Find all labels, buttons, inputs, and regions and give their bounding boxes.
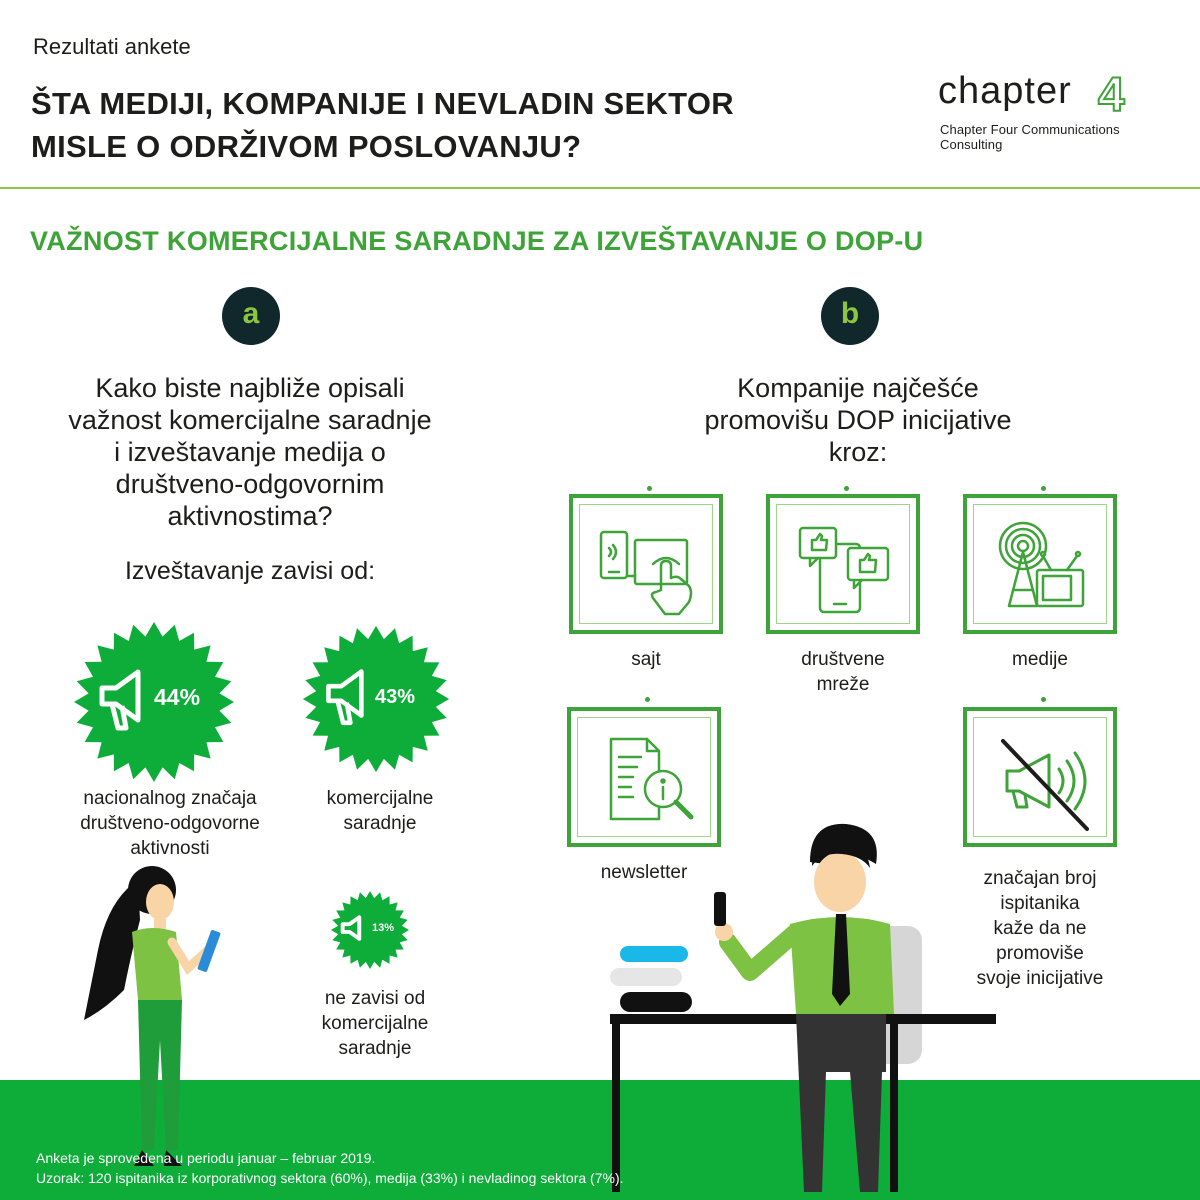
caption-line: ne zavisi od: [324, 988, 426, 1009]
channel-box-website: [569, 494, 723, 634]
question-a-line: društveno-odgovornim: [115, 469, 385, 499]
question-a-line: Kako biste najbliže opisali: [95, 373, 405, 403]
result-badge-13: [330, 890, 410, 970]
caption-line: aktivnosti: [130, 838, 210, 859]
caption-line: sajt: [631, 649, 661, 670]
media-antenna-tv-icon: [967, 498, 1113, 630]
question-a-line: aktivnostima?: [167, 501, 333, 531]
page-title-line-1: ŠTA MEDIJI, KOMPANIJE I NEVLADIN SEKTOR: [31, 86, 734, 121]
page-title: [31, 82, 734, 168]
result-value: 44%: [154, 684, 201, 710]
connector-dot: [1041, 697, 1046, 702]
result-caption-13: [275, 986, 475, 1061]
website-touch-icon: [573, 498, 719, 630]
result-badge-44: [72, 620, 236, 784]
channel-caption-social: [766, 647, 920, 697]
question-b-line: kroz:: [828, 437, 888, 467]
caption-line: značajan broj: [983, 868, 1097, 889]
caption-line: komercijalne: [326, 788, 434, 809]
result-value: 43%: [375, 686, 416, 708]
man-at-desk-illustration: [590, 822, 1010, 1192]
channel-box-social: [766, 494, 920, 634]
question-b-line: promovišu DOP inicijative: [704, 405, 1012, 435]
caption-line: komercijalne: [321, 1013, 429, 1034]
connector-dot: [844, 486, 849, 491]
channel-box-media: [963, 494, 1117, 634]
footer-survey-period: Anketa je sprovedena u periodu januar – februar 2019.: [36, 1150, 376, 1166]
starburst-icon: [330, 890, 410, 970]
footer-sample: Uzorak: 120 ispitanika iz korporativnog sektora (60%), medija (33%) i nevladinog sektora (7%).: [36, 1170, 624, 1186]
caption-line: saradnje: [338, 1038, 412, 1059]
depends-heading: Izveštavanje zavisi od:: [124, 557, 376, 585]
caption-line: saradnje: [343, 813, 417, 834]
chapter-four-logo: [938, 70, 1173, 150]
woman-with-tablet-illustration: [80, 850, 250, 1180]
connector-dot: [1041, 486, 1046, 491]
channel-caption-media: [963, 647, 1117, 672]
social-media-likes-icon: [770, 498, 916, 630]
question-b-line: Kompanije najčešće: [737, 373, 979, 403]
caption-line: društveno-odgovorne: [80, 813, 260, 834]
connector-dot: [645, 697, 650, 702]
page-title-line-2: MISLE O ODRŽIVOM POSLOVANJU?: [31, 129, 582, 164]
caption-line: medije: [1012, 649, 1068, 670]
question-b: [620, 372, 1096, 468]
caption-line: nacionalnog značaja: [83, 788, 257, 809]
question-a-line: i izveštavanje medija o: [114, 437, 386, 467]
caption-line: newsletter: [600, 862, 688, 883]
label-a-badge: a: [222, 287, 280, 345]
caption-line: ispitanika: [1000, 893, 1080, 914]
result-value: 13%: [372, 922, 395, 934]
caption-line: mreže: [816, 674, 870, 695]
header-divider: [0, 187, 1200, 189]
label-b-badge: b: [821, 287, 879, 345]
caption-line: društvene: [801, 649, 885, 670]
logo-number: 4: [1098, 69, 1125, 122]
question-a-line: važnost komercijalne saradnje: [68, 405, 432, 435]
caption-line: svoje inicijative: [976, 968, 1104, 989]
header-subtitle: Rezultati ankete: [33, 34, 191, 59]
caption-line: promoviše: [996, 943, 1084, 964]
section-title: VAŽNOST KOMERCIJALNE SARADNJE ZA IZVEŠTAVANJE O DOP-U: [30, 226, 924, 256]
question-a: [20, 372, 480, 532]
logo-tagline: Chapter Four Communications Consulting: [940, 122, 1120, 152]
channel-caption-website: [569, 647, 723, 672]
result-caption-43: [280, 786, 480, 836]
connector-dot: [647, 486, 652, 491]
result-badge-43: [301, 624, 451, 774]
caption-line: kaže da ne: [993, 918, 1087, 939]
logo-word: chapter: [938, 70, 1072, 112]
